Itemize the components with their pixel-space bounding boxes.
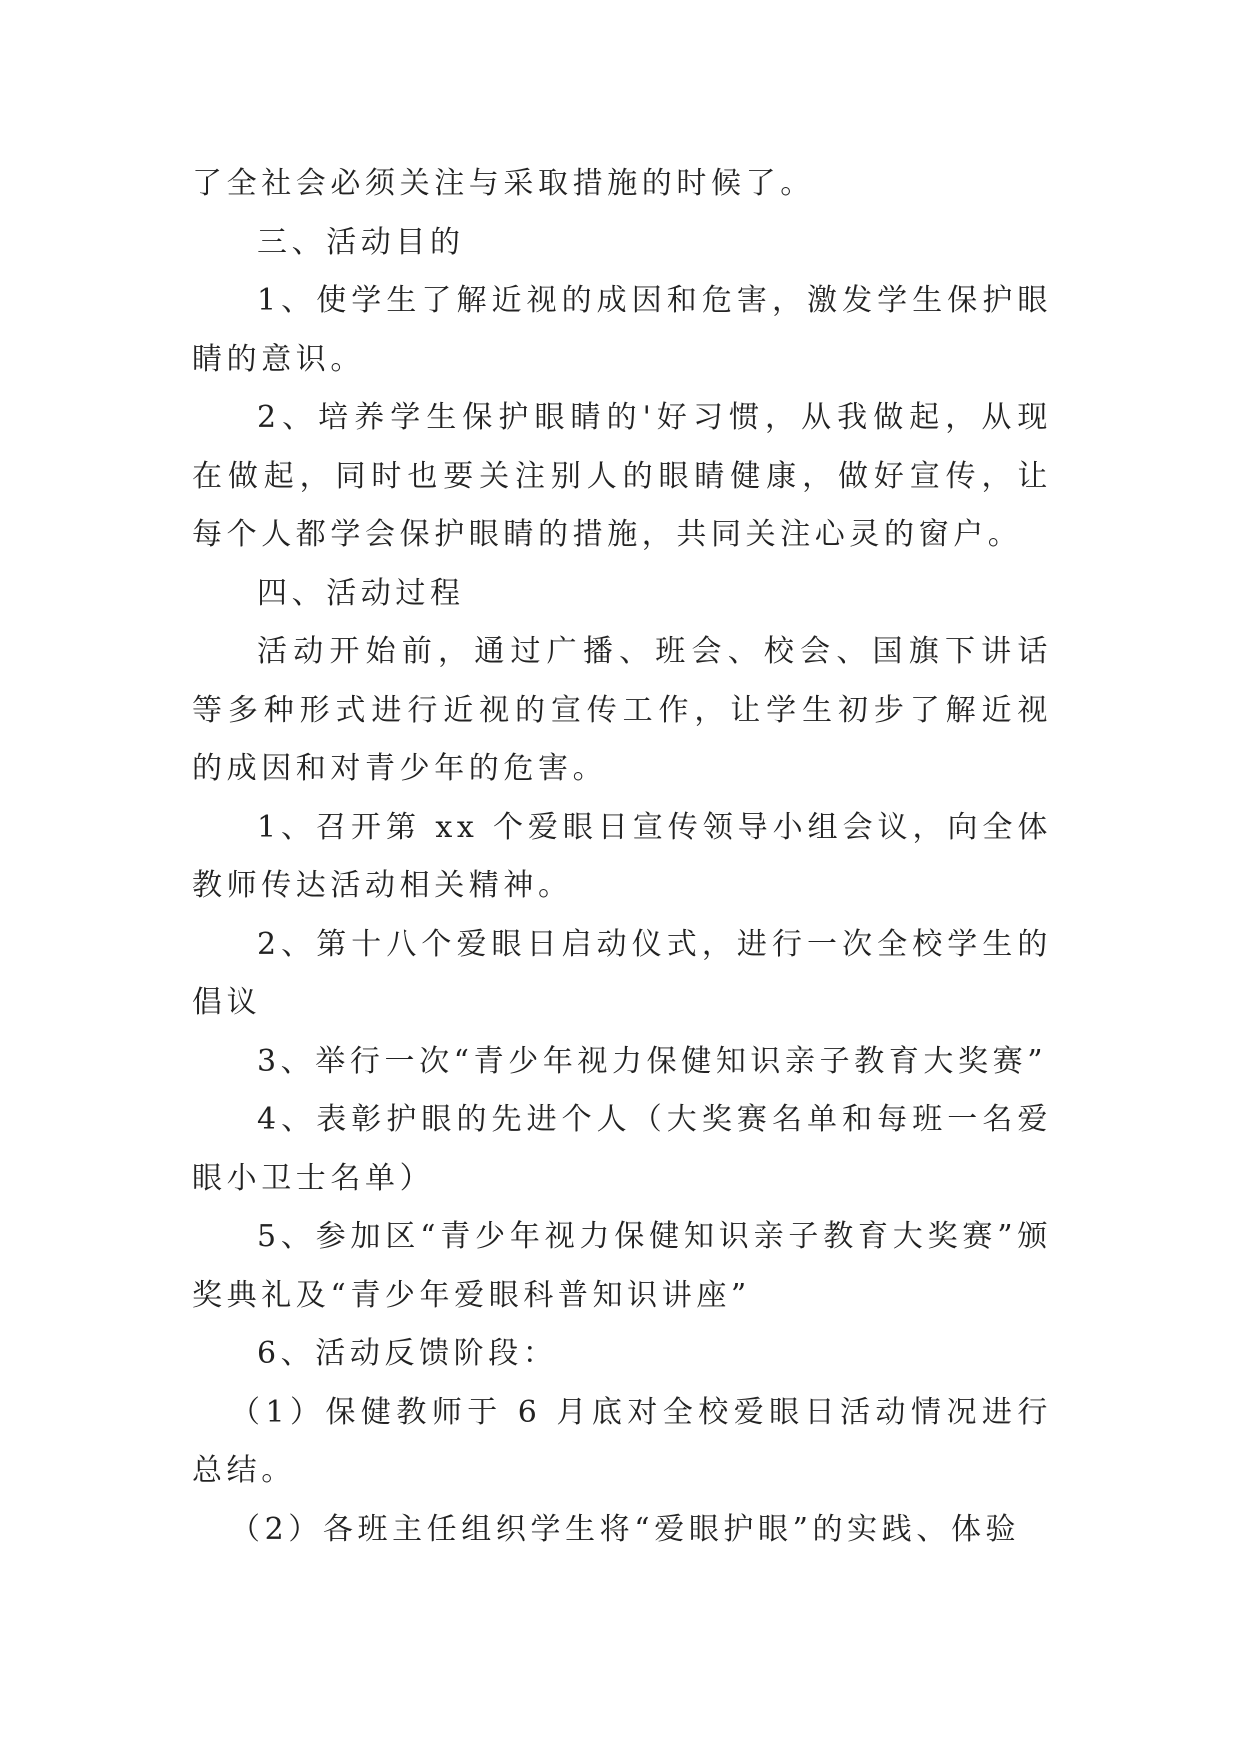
process-item-4: 4、表彰护眼的先进个人（大奖赛名单和每班一名爱眼小卫士名单）: [192, 1102, 1052, 1196]
process-item-1: 1、召开第 xx 个爱眼日宣传领导小组会议，向全体教师传达活动相关精神。: [192, 809, 1052, 903]
process-item-2: 2、第十八个爱眼日启动仪式，进行一次全校学生的倡议: [192, 926, 1052, 1020]
process-item-5: 5、参加区“青少年视力保健知识亲子教育大奖赛”颁奖典礼及“青少年爱眼科普知识讲座”: [192, 1219, 1052, 1313]
process-intro-paragraph: 活动开始前，通过广播、班会、校会、国旗下讲话等多种形式进行近视的宣传工作，让学生初步了解近视的成因和对青少年的危害。: [192, 634, 1052, 786]
goal-item-2: 2、培养学生保护眼睛的'好习惯，从我做起，从现在做起，同时也要关注别人的眼睛健康，做好宣传，让每个人都学会保护眼睛的措施，共同关注心灵的窗户。: [192, 400, 1052, 552]
feedback-subitem-1: （1）保健教师于 6 月底对全校爱眼日活动情况进行总结。: [192, 1394, 1052, 1488]
section-heading-activity-process: 四、活动过程: [257, 575, 465, 611]
paragraph-continuation: 了全社会必须关注与采取措施的时候了。: [192, 166, 815, 201]
goal-item-1: 1、使学生了解近视的成因和危害，激发学生保护眼睛的意识。: [192, 283, 1052, 377]
process-item-6: 6、活动反馈阶段：: [257, 1336, 558, 1371]
section-heading-activity-goals: 三、活动目的: [257, 224, 465, 260]
process-item-3: 3、举行一次“青少年视力保健知识亲子教育大奖赛”: [257, 1043, 1048, 1079]
feedback-subitem-2: （2）各班主任组织学生将“爱眼护眼”的实践、体验: [230, 1511, 1021, 1547]
document-body: [192, 155, 1052, 1559]
